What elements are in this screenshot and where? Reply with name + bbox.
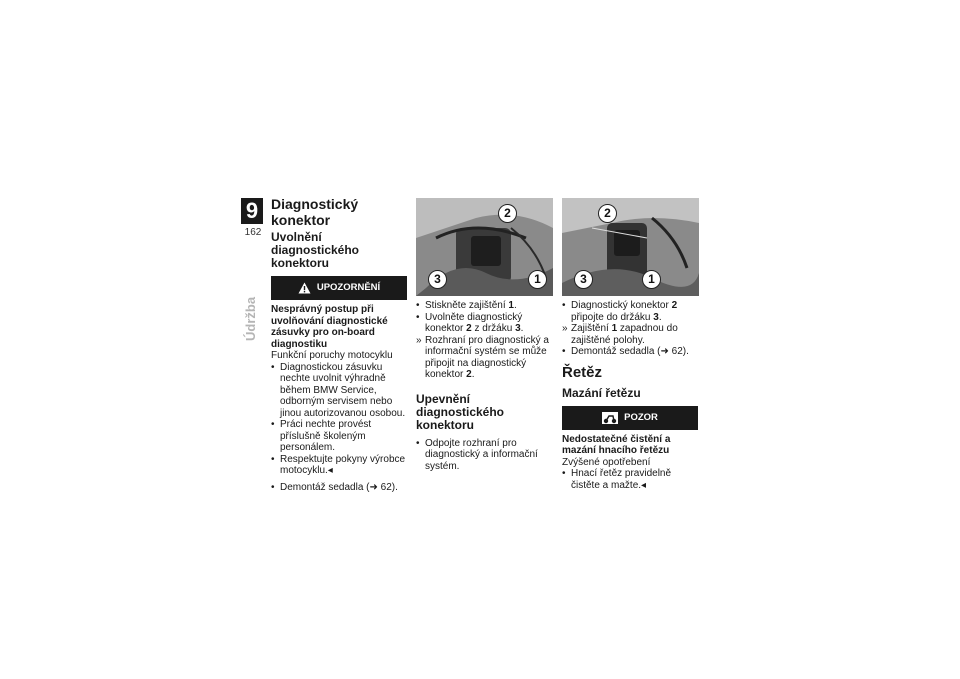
callout-2: 2 [498, 204, 517, 223]
callout-3: 3 [574, 270, 593, 289]
list-item: • Demontáž sedadla (➜ 62). [562, 346, 698, 358]
section-title: Řetěz [562, 363, 603, 381]
caution-heading: Nedostatečné čistění a mazání hnacího řetězu [562, 433, 671, 456]
warning-banner [271, 276, 407, 300]
caution-label: POZOR [624, 411, 658, 423]
warning-triangle-icon [298, 282, 311, 294]
caution-consequence: Zvýšené opotřebení [562, 456, 651, 468]
warning-label: UPOZORNĚNÍ [316, 282, 381, 294]
caution-banner [562, 406, 698, 430]
column-3 [562, 300, 698, 491]
warning-consequence: Funkční poruchy motocyklu [271, 350, 393, 361]
callout-2: 2 [598, 204, 617, 223]
warning-bullets [271, 362, 407, 477]
photo-diagnostic-connector-attach [562, 198, 699, 296]
step-item: • Demontáž sedadla (➜ 62). [271, 482, 407, 494]
warning-heading: Nesprávný postup při uvolňování diagnostické zásuvky pro on-board diagnostiku [271, 304, 388, 350]
list-item: • Uvolněte diagnostický konektor 2 z držáku 3. [416, 312, 552, 335]
section-title: Diagnostický konektor [271, 196, 359, 228]
list-item: • Práci nechte provést příslušně školeným personálem. [271, 419, 407, 454]
result-item: » Rozhraní pro diagnostický a informační systém se může připojit na diagnostický konektor 2. [416, 335, 552, 381]
list-item: • Diagnostický konektor 2 připojte do držáku 3. [562, 300, 698, 323]
subsection-title: Mazání řetězu [562, 385, 641, 400]
callout-3: 3 [428, 270, 447, 289]
chapter-label: Údržba [243, 296, 258, 341]
column-1 [271, 196, 407, 493]
page-number: 162 [244, 227, 262, 238]
callout-1: 1 [528, 270, 547, 289]
subsection-title: Uvolnění diagnostického konektoru [271, 230, 360, 270]
list-item: • Odpojte rozhraní pro diagnostický a informační systém. [416, 438, 552, 473]
list-item: • Stiskněte zajištění 1. [416, 300, 552, 312]
caution-motorcycle-icon [602, 412, 618, 424]
result-item: » Zajištění 1 zapadnou do zajištěné polohy. [562, 323, 698, 346]
photo-diagnostic-connector-release [416, 198, 553, 296]
subsection-title: Upevnění diagnostického konektoru [416, 391, 505, 432]
callout-1: 1 [642, 270, 661, 289]
chapter-number: 9 [241, 198, 263, 224]
column-2 [416, 300, 552, 472]
list-item: • Hnací řetěz pravidelně čistěte a mažte.◂ [562, 468, 698, 491]
list-item: • Diagnostickou zásuvku nechte uvolnit výhradně během BMW Service, odborným servisem nebo jinou autorizovanou osobou. [271, 362, 407, 420]
list-item: • Respektujte pokyny výrobce motocyklu.◂ [271, 454, 407, 477]
